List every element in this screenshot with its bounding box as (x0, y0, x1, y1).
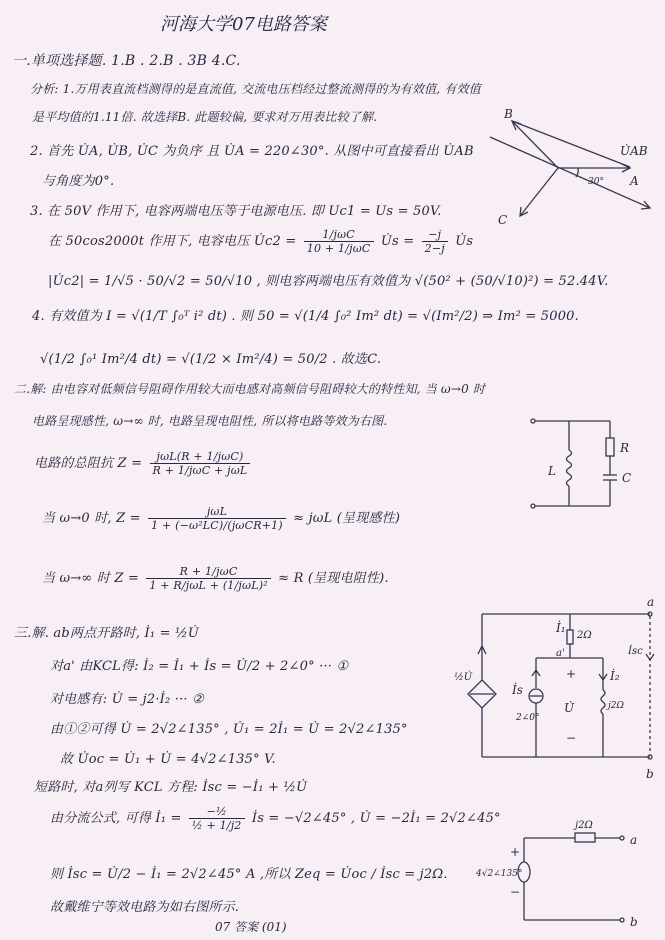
low-freq-label: 当 ω→0 时, Z = (42, 511, 141, 526)
phasor-label-a: A (630, 174, 639, 188)
fraction-denominator: 2−j (424, 242, 445, 255)
fraction-numerator: −½ (189, 805, 245, 819)
q2-line-1: 2. 首先 U̇A, U̇B, U̇C 为负序 且 U̇A = 220∠30°. 从图中可直接看出 U̇AB (30, 144, 474, 159)
thevenin-plus-sign: + (510, 845, 521, 859)
rlc-circuit-diagram (520, 390, 665, 520)
q3-fraction-1 (304, 228, 374, 255)
terminal-a-label: a (647, 595, 655, 609)
thevenin-minus-sign: − (510, 885, 521, 899)
i1-label: İ₁ (556, 621, 566, 635)
low-freq-result: ≈ jωL (呈现感性) (293, 511, 401, 526)
impedance-line (34, 450, 253, 477)
phasor-angle-label: 30° (588, 177, 604, 187)
thevenin-voltage-label: 4√2∠135° (476, 869, 523, 879)
q3-line-3: |U̇c2| = 1/√5 · 50/√2 = 50/√10 , 则电容两端电压有效值为 √(50² + (50/√10)²) = 52.44V. (48, 274, 609, 289)
minus-sign: − (566, 731, 577, 745)
terminal-b-label: b (646, 767, 654, 781)
impedance-label: 电路的总阻抗 Z = (34, 456, 143, 471)
fraction-numerator: −j (422, 228, 448, 242)
page-footer: 07 答案 (01) (215, 920, 287, 934)
capacitor-label: C (622, 471, 632, 485)
q3-fraction-2 (422, 228, 448, 255)
resistor-label: R (620, 441, 630, 455)
q3-line-1: 3. 在 50V 作用下, 电容两端电压等于电源电压. 即 Uc1 = Us = 50V. (30, 204, 442, 219)
plus-sign: + (566, 667, 577, 681)
phasor-label-uab: U̇AB (620, 144, 648, 158)
phasor-diagram (480, 100, 665, 230)
q2-line-2: 与角度为0°. (42, 174, 115, 189)
isc-label: İsc (628, 646, 643, 657)
thevenin-circuit-diagram (476, 820, 665, 940)
section3-line-1: 三.解. ab两点开路时, İ₁ = ½U̇ (14, 626, 199, 641)
inductor-j2-label: j2Ω (608, 701, 624, 711)
impedance-fraction (150, 450, 251, 477)
resistor-2ohm-label: 2Ω (577, 630, 592, 641)
current-source-value: 2∠0° (516, 713, 540, 723)
fraction-numerator: jωL(R + 1/jωC) (150, 450, 251, 464)
section2-line-2: 电路呈现感性, ω→∞ 时, 电路呈现电阻性, 所以将电路等效为右图. (32, 414, 388, 428)
thevenin-terminal-b: b (630, 915, 638, 929)
fraction-denominator: 10 + 1/jωC (306, 242, 371, 255)
low-freq-fraction (148, 505, 286, 532)
i2-label: İ₂ (610, 669, 620, 683)
thevenin-impedance-label: j2Ω (575, 820, 593, 831)
page-title: 河海大学07电路答案 (160, 14, 327, 35)
high-freq-line (42, 565, 389, 592)
section3-line-2: 对a' 由KCL得: İ₂ = İ₁ + İs = U̇/2 + 2∠0° ··· ① (50, 659, 349, 674)
section3-line-5: 故 U̇oc = U̇₁ + U̇ = 4√2∠135° V. (60, 752, 276, 767)
section3-line-6: 短路时, 对a列写 KCL 方程: İsc = −İ₁ + ½U̇ (34, 780, 308, 795)
high-freq-result: ≈ R (呈现电阻性). (278, 571, 389, 586)
fraction-denominator: ½ + 1/j2 (191, 819, 242, 832)
q3-line-2-suffix: U̇s (455, 234, 474, 249)
fraction-denominator: 1 + R/jωL + (1/jωL)² (149, 579, 268, 592)
current-divider-label: 由分流公式, 可得 İ₁ = (50, 811, 182, 826)
q4-line-2: √(1/2 ∫₀¹ Im²/4 dt) = √(1/2 × Im²/4) = 50/2 . 故选C. (40, 352, 382, 367)
section2-heading: 二.解: 由电容对低频信号阻碍作用较大而电感对高频信号阻碍较大的特性知, 当 ω→0 时 (14, 382, 486, 396)
fraction-numerator: jωL (148, 505, 286, 519)
q3-line-2-prefix: 在 50cos2000t 作用下, 电容电压 U̇c2 = (48, 234, 297, 249)
section3-line-7 (50, 805, 501, 832)
high-freq-fraction (146, 565, 270, 592)
phasor-label-c: C (498, 213, 508, 227)
is-label: İs (512, 683, 523, 697)
section3-circuit-diagram (454, 590, 665, 820)
node-a-prime-label: a' (556, 648, 565, 659)
section3-line-3: 对电感有: U̇ = j2·İ₂ ··· ② (50, 692, 204, 707)
phasor-label-b: B (504, 107, 513, 121)
dependent-source-label: ½U̇ (454, 672, 473, 683)
analysis-line-2: 是平均值的1.11倍. 故选择B. 此题较偏, 要求对万用表比较了解. (32, 110, 378, 124)
analysis-line-1: 分析: 1.万用表直流档测得的是直流值, 交流电压档经过整流测得的为有效值, 有效值 (30, 82, 481, 96)
inductor-label: L (548, 464, 556, 478)
fraction-numerator: 1/jωC (304, 228, 374, 242)
q4-line-1: 4. 有效值为 I = √(1/T ∫₀ᵀ i² dt) . 则 50 = √(1/4 ∫₀² Im² dt) = √(Im²/2) ⇒ Im² = 5000. (32, 309, 579, 324)
q3-line-2-mid: U̇s = (380, 234, 415, 249)
section1-heading: 一.单项选择题. 1.B . 2.B . 3B 4.C. (12, 53, 241, 69)
current-divider-result: İs = −√2∠45° , U̇ = −2İ₁ = 2√2∠45° (251, 811, 501, 826)
q3-line-2 (48, 228, 473, 255)
thevenin-terminal-a: a (630, 833, 638, 847)
high-freq-label: 当 ω→∞ 时 Z = (42, 571, 139, 586)
fraction-denominator: R + 1/jωC + jωL (152, 464, 248, 477)
fraction-denominator: 1 + (−ω²LC)/(jωCR+1) (151, 519, 283, 532)
low-freq-line (42, 505, 400, 532)
fraction-numerator: R + 1/jωC (146, 565, 270, 579)
current-divider-fraction (189, 805, 245, 832)
section3-line-8: 则 İsc = U̇/2 − İ₁ = 2√2∠45° A ,所以 Zeq = U̇oc / İsc = j2Ω. (50, 867, 448, 882)
voltage-u-label: U̇ (564, 701, 575, 715)
section3-line-4: 由①②可得 U̇ = 2√2∠135° , U̇₁ = 2İ₁ = U̇ = 2√2∠135° (50, 722, 408, 737)
section3-line-9: 故戴维宁等效电路为如右图所示. (50, 900, 240, 915)
